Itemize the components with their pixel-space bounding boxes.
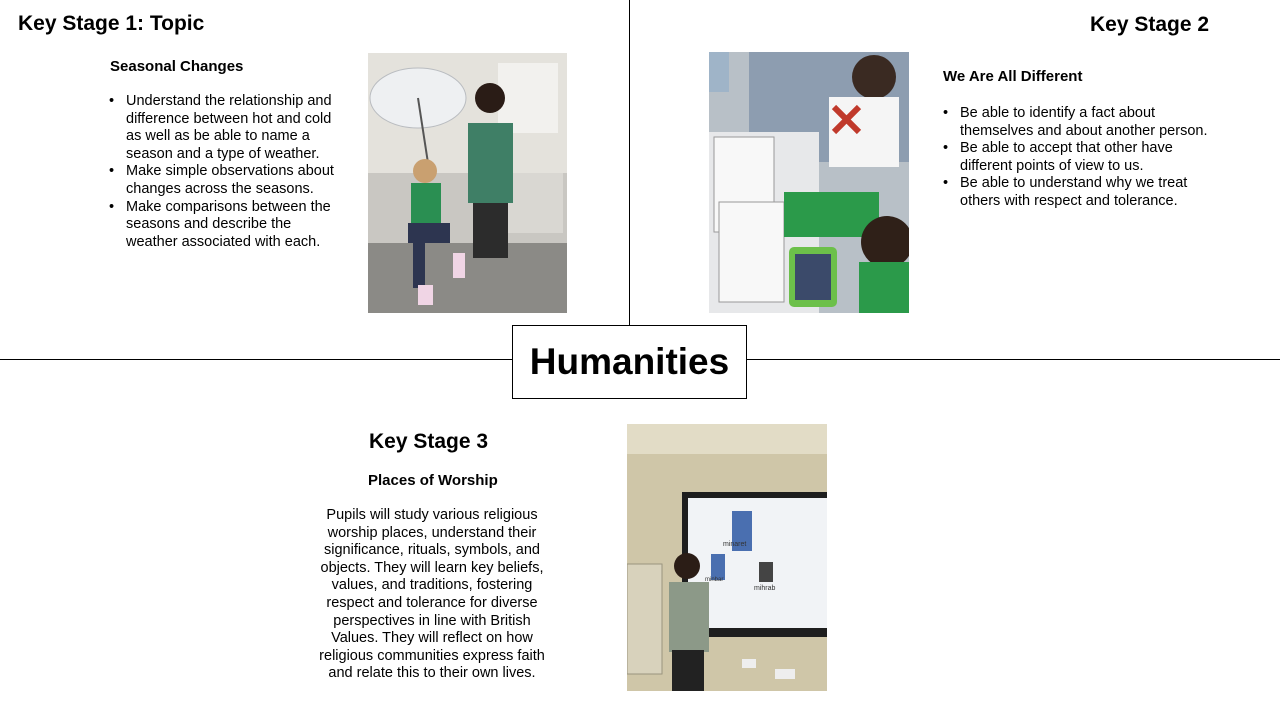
horizontal-divider-left xyxy=(0,359,512,360)
vertical-divider xyxy=(629,0,630,325)
ks3-heading: Key Stage 3 xyxy=(369,430,489,453)
ks3-paragraph: Pupils will study various religious worship places, understand their significance, rituals, symbols, and objects. They will learn key beliefs, values, and traditions, fostering respect and tolerance for diverse perspectives in line with British Values. They will reflect on how religious communities express faith and relate this to their own lives. xyxy=(319,507,545,682)
ks2-heading: Key Stage 2 xyxy=(1090,13,1210,36)
ks2-bullet: • Be able to identify a fact about themselves and about another person. xyxy=(943,105,1218,140)
center-title-box xyxy=(512,325,747,399)
ks2-subtitle: We Are All Different xyxy=(943,68,1083,85)
screen-label-mihrab: mihrab xyxy=(754,585,776,592)
ks2-bullet: • Be able to understand why we treat others with respect and tolerance. xyxy=(943,175,1218,210)
ks3-photo xyxy=(627,424,827,691)
ks1-bullet: • Make comparisons between the seasons and describe the weather associated with each. xyxy=(109,199,344,252)
ks1-bullet-list xyxy=(109,93,344,251)
ks1-bullet: • Understand the relationship and difference between hot and cold as well as be able to name a season and a type of weather. xyxy=(109,93,344,163)
ks2-bullet: • Be able to accept that other have different points of view to us. xyxy=(943,140,1218,175)
ks2-bullet-list xyxy=(943,105,1218,211)
ks3-subtitle: Places of Worship xyxy=(368,472,498,489)
ks1-photo xyxy=(368,53,567,313)
ks1-bullet: • Make simple observations about changes across the seasons. xyxy=(109,163,344,198)
screen-label-minbar: minbar xyxy=(705,577,724,583)
screen-label-minaret: minaret xyxy=(723,541,747,548)
page-title: Humanities xyxy=(529,341,730,382)
ks2-photo xyxy=(709,52,909,313)
horizontal-divider-right xyxy=(747,359,1280,360)
ks1-heading: Key Stage 1: Topic xyxy=(18,12,205,35)
ks1-subtitle: Seasonal Changes xyxy=(110,58,244,75)
